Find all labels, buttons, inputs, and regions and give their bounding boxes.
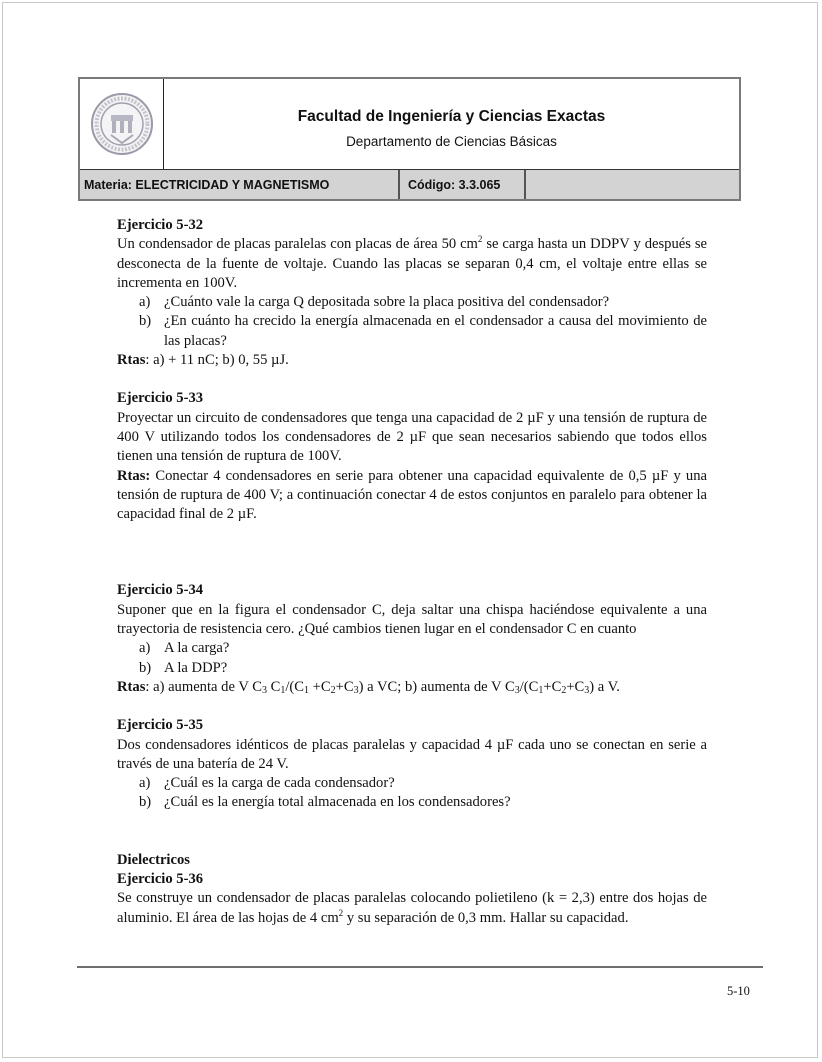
- exercise-statement: [117, 235, 707, 293]
- statement-text: y su separación de 0,3 mm. Hallar su capacidad.: [343, 909, 629, 926]
- header-title-cell: [164, 79, 739, 169]
- subscript: 3: [514, 684, 520, 696]
- course-name: Materia: ELECTRICIDAD Y MAGNETISMO: [80, 170, 400, 199]
- exercise-title: Ejercicio 5-35: [117, 717, 204, 734]
- list-item: [117, 293, 707, 312]
- answer-text: C: [266, 678, 281, 695]
- statement-text: Un condensador de placas paralelas con placas de área 50 cm: [117, 236, 478, 253]
- exercise-statement: Proyectar un circuito de condensadores que tenga una capacidad de 2 µF y una tensión de ruptura de 400 V utilizando todos los condensadores de 2 µF que sean necesarios sabiendo que todos ellos tienen una tensión de ruptura de 100V.: [117, 409, 707, 465]
- subscript: 3: [584, 684, 590, 696]
- answer-text: +C: [335, 678, 354, 695]
- list-item: [117, 793, 707, 812]
- statement-text: Se construye un condensador de placas paralelas colocando polietileno (k = 2,3) entre dos hojas de aluminio. El área de las hojas de 4 cm: [117, 890, 707, 926]
- list-item: [117, 774, 707, 793]
- list-marker: b): [139, 313, 152, 330]
- answer-text: +C: [566, 678, 585, 695]
- exercise-title: Ejercicio 5-33: [117, 390, 204, 407]
- page-number: 5-10: [727, 984, 750, 998]
- answer-text: +C: [543, 678, 562, 695]
- answer-text: /(C: [519, 678, 539, 695]
- superscript: 2: [477, 234, 483, 245]
- list-marker: a): [139, 775, 151, 792]
- answer-label: Rtas:: [117, 467, 151, 484]
- statement-text: se carga hasta un DDPV y después se desconecta de la fuente de voltaje. Cuando las placas se separan 0,4 cm, el voltaje entre ellas se incrementa en 100V.: [117, 236, 707, 291]
- document-header: [78, 77, 741, 201]
- section-title: Dielectricos: [117, 851, 190, 868]
- subscript: 2: [330, 684, 336, 696]
- footer-divider: [77, 966, 763, 968]
- answer-label: Rtas: [117, 678, 146, 695]
- list-item: [117, 312, 707, 351]
- subscript: 2: [561, 684, 567, 696]
- list-text: ¿En cuánto ha crecido la energía almacenada en el condensador a causa del movimiento de las placas?: [164, 313, 707, 349]
- list-marker: b): [139, 659, 152, 676]
- subscript: 1: [304, 684, 310, 696]
- subscript: 3: [261, 684, 267, 696]
- list-marker: a): [139, 640, 151, 657]
- exercise-title: Ejercicio 5-34: [117, 582, 204, 599]
- department-subtitle: Departamento de Ciencias Básicas: [346, 134, 557, 149]
- logo-cell: [80, 79, 164, 169]
- answer: [117, 678, 707, 697]
- course-code: Código: 3.3.065: [400, 170, 526, 199]
- exercise-title: Ejercicio 5-32: [117, 217, 204, 233]
- answer-text: : a) + 11 nC; b) 0, 55 µJ.: [145, 352, 289, 369]
- list-text: ¿Cuánto vale la carga Q depositada sobre la placa positiva del condensador?: [164, 294, 610, 311]
- answer-text: ) a VC; b) aumenta de V C: [358, 678, 515, 695]
- subscript: 1: [280, 684, 286, 696]
- course-info-row: [80, 169, 739, 199]
- exercise-title: Ejercicio 5-36: [117, 871, 204, 888]
- answer: [117, 467, 707, 525]
- answer-text: ) a V.: [589, 678, 620, 695]
- subscript: 1: [538, 684, 544, 696]
- answer-text: Conectar 4 condensadores en serie para obtener una capacidad equivalente de 0,5 µF y una tensión de ruptura de 400 V; a continuación conectar 4 de estos conjuntos en paralelo para obtener la capacidad final de 2 µF.: [117, 467, 707, 523]
- subscript: 3: [353, 684, 359, 696]
- faculty-title: Facultad de Ingeniería y Ciencias Exactas: [297, 108, 606, 125]
- answer-text: : a) aumenta de V C: [145, 678, 262, 695]
- exercise-statement: Suponer que en la figura el condensador C, deja saltar una chispa haciéndose equivalente a una trayectoria de resistencia cero. ¿Qué cambios tienen lugar en el condensador C en cuanto: [117, 601, 707, 638]
- exercise-statement: Dos condensadores idénticos de placas paralelas y capacidad 4 µF cada uno se conectan en serie a través de una batería de 24 V.: [117, 736, 707, 772]
- list-text: A la carga?: [164, 640, 230, 657]
- list-marker: b): [139, 794, 152, 811]
- answer-text: /(C: [285, 678, 305, 695]
- answer-text: +C: [309, 678, 331, 695]
- list-text: ¿Cuál es la energía total almacenada en los condensadores?: [164, 794, 511, 811]
- empty-cell: [526, 170, 739, 199]
- list-marker: a): [139, 294, 151, 311]
- answer-label: Rtas: [117, 352, 146, 369]
- answer: [117, 351, 707, 370]
- superscript: 2: [338, 907, 344, 918]
- exercise-statement: [117, 889, 707, 928]
- university-seal-icon: [89, 91, 155, 157]
- list-item: [117, 659, 707, 678]
- list-text: ¿Cuál es la carga de cada condensador?: [164, 775, 395, 792]
- list-item: [117, 639, 707, 658]
- document-body: [117, 216, 707, 928]
- list-text: A la DDP?: [164, 659, 228, 676]
